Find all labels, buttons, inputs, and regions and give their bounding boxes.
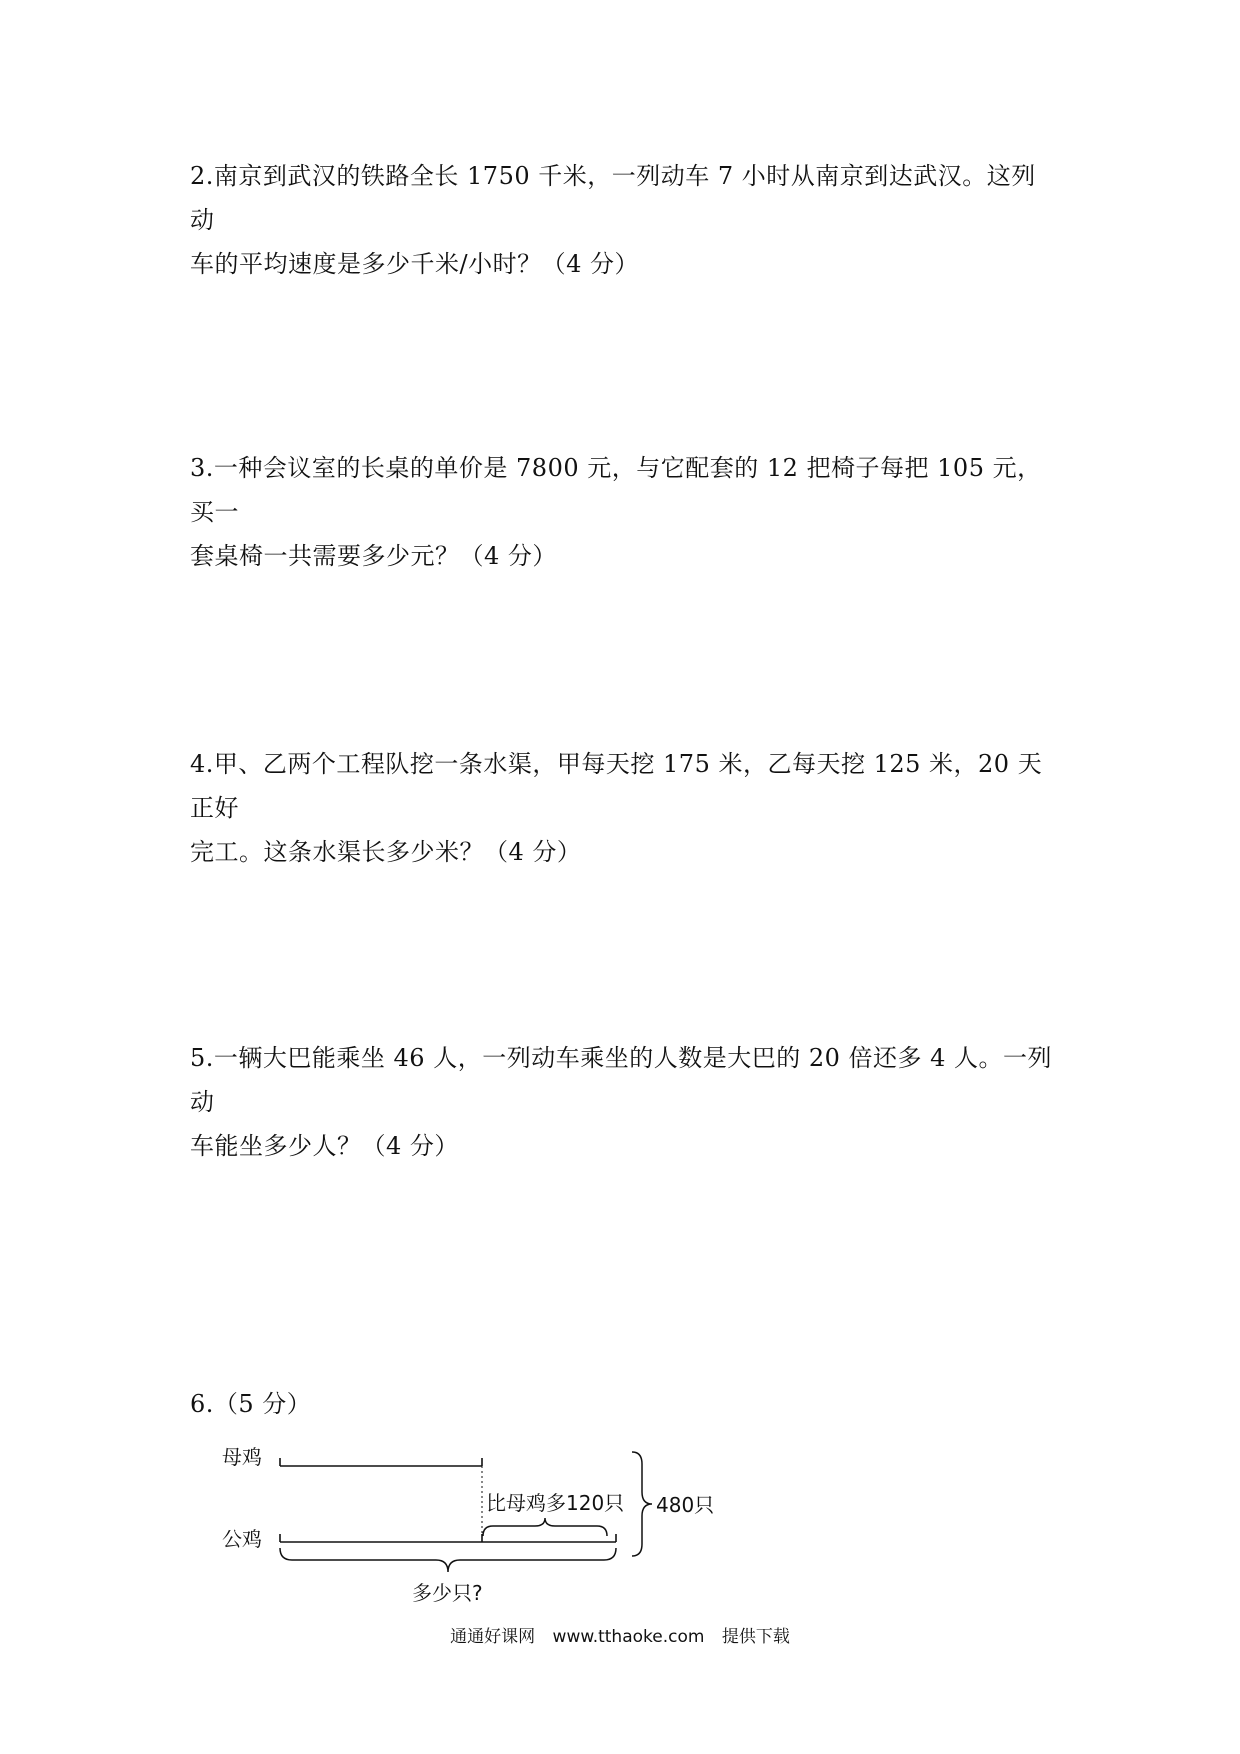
hen-segment	[280, 1458, 482, 1466]
question-label: 多少只?	[412, 1581, 483, 1605]
question-2-line-2: 车的平均速度是多少千米/小时？（4 分）	[190, 250, 639, 278]
question-2	[190, 154, 1060, 286]
question-3	[190, 446, 1060, 578]
line-segment-diagram	[200, 1428, 760, 1608]
hen-label: 母鸡	[222, 1445, 262, 1469]
rooster-label: 公鸡	[222, 1527, 262, 1551]
total-label: 480只	[656, 1493, 715, 1517]
footer-url: www.tthaoke.com	[552, 1627, 705, 1647]
question-4-line-1: 4.甲、乙两个工程队挖一条水渠，甲每天挖 175 米，乙每天挖 125 米，20 天正好	[190, 750, 1043, 822]
question-3-line-1: 3.一种会议室的长桌的单价是 7800 元，与它配套的 12 把椅子每把 105 元，买一	[190, 454, 1042, 526]
question-6-line-1: 6.（5 分）	[190, 1390, 312, 1418]
question-3-line-2: 套桌椅一共需要多少元？（4 分）	[190, 542, 557, 570]
total-brace	[632, 1452, 652, 1556]
more-brace	[483, 1518, 607, 1536]
footer-suffix: 提供下载	[721, 1627, 790, 1647]
question-2-line-1: 2.南京到武汉的铁路全长 1750 千米，一列动车 7 小时从南京到达武汉。这列动	[190, 162, 1036, 234]
more-label: 比母鸡多120只	[486, 1491, 625, 1515]
question-5-line-1: 5.一辆大巴能乘坐 46 人，一列动车乘坐的人数是大巴的 20 倍还多 4 人。一列动	[190, 1044, 1053, 1116]
question-4-line-2: 完工。这条水渠长多少米？（4 分）	[190, 838, 582, 866]
diagram-svg	[200, 1428, 760, 1608]
rooster-segment	[280, 1534, 616, 1542]
question-4	[190, 742, 1060, 874]
footer-site-name: 通通好课网	[450, 1627, 536, 1647]
question-5-line-2: 车能坐多少人？（4 分）	[190, 1132, 459, 1160]
page-footer	[0, 1622, 1240, 1647]
total-rooster-brace	[280, 1548, 616, 1572]
question-6	[190, 1382, 1060, 1426]
question-5	[190, 1036, 1060, 1168]
